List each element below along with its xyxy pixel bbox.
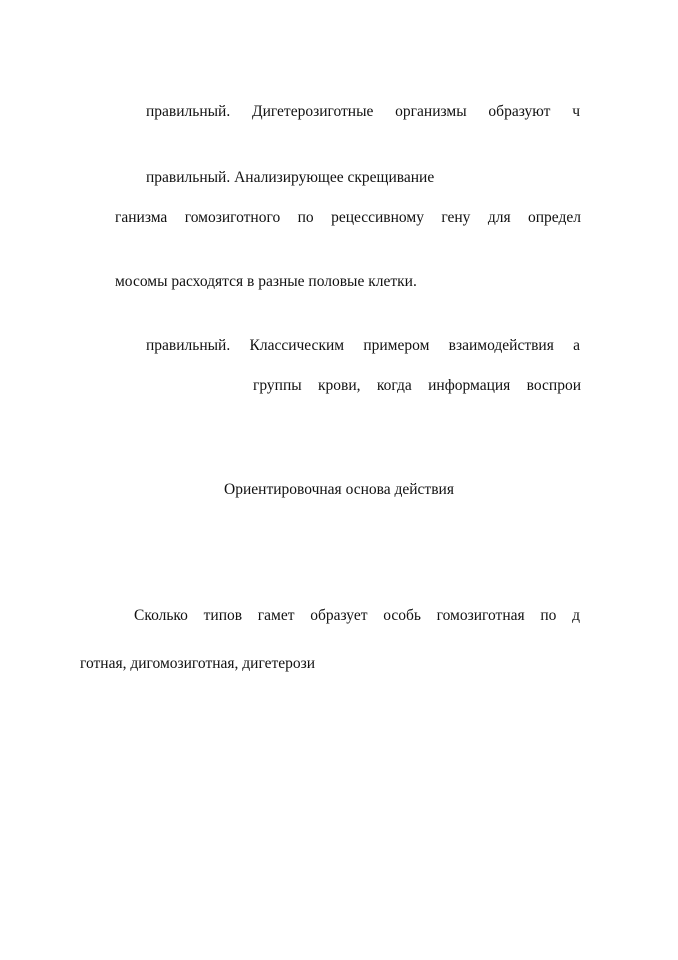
section-heading: Ориентировочная основа действия — [224, 481, 454, 498]
text-line-6: группы крови, когда информация воспрои — [253, 377, 581, 394]
text-line-3: ганизма гомозиготного по рецессивному гену для определ — [115, 209, 581, 226]
text-line-9: готная, дигомозиготная, дигетерози — [80, 655, 316, 672]
text-line-1: правильный. Дигетерозиготные организмы образуют ч — [146, 103, 580, 120]
text-line-5: правильный. Классическим примером взаимодействия а — [146, 337, 580, 354]
text-line-2: правильный. Анализирующее скрещивание — [146, 169, 435, 186]
text-line-4: мосомы расходятся в разные половые клетки. — [115, 273, 417, 290]
text-line-8: Сколько типов гамет образует особь гомозиготная по д — [134, 607, 580, 624]
